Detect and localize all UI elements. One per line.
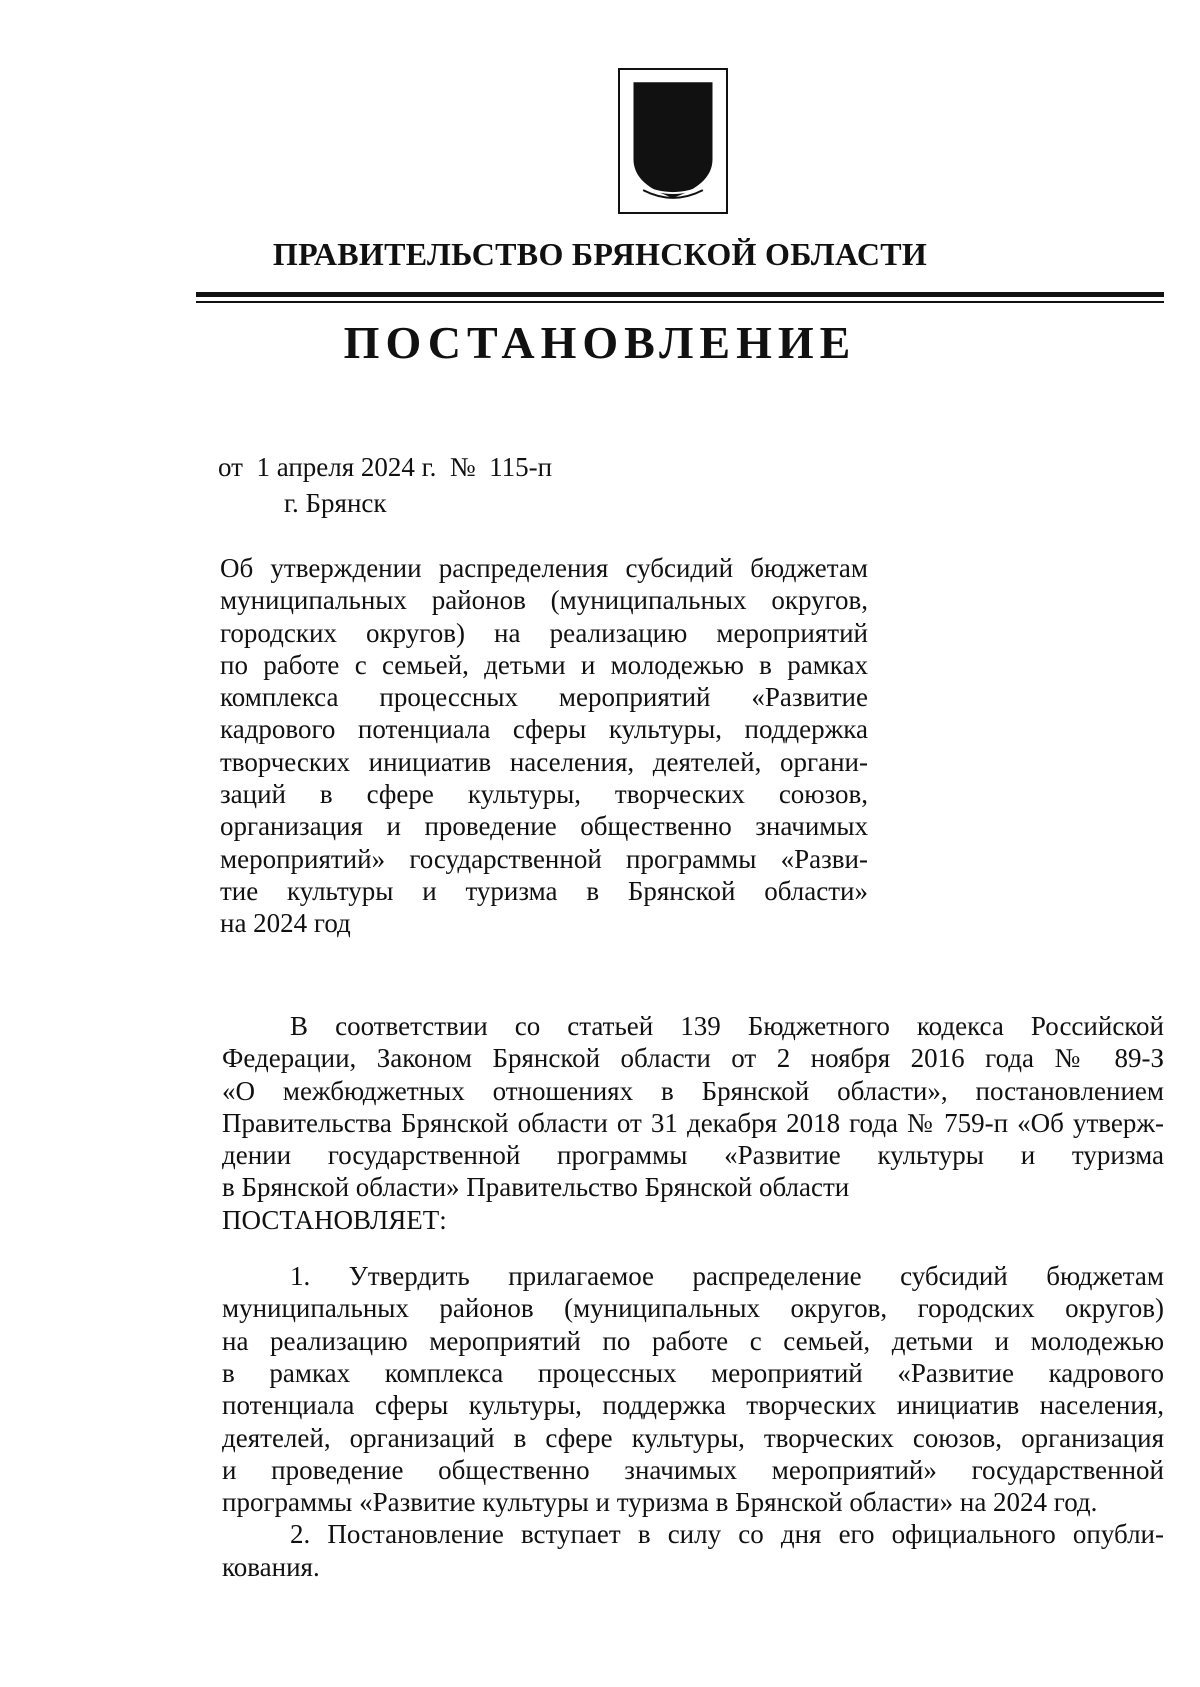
subject-line: городских округов) на реализацию мероприятий <box>220 617 868 648</box>
item-1-paragraph <box>222 1260 1164 1518</box>
subject-line: по работе с семьей, детьми и молодежью в рамках <box>220 649 868 680</box>
preamble-paragraph <box>222 1010 1164 1236</box>
preamble-line: дении государственной программы «Развитие культуры и туризма <box>222 1140 1164 1171</box>
preamble-line: В соответствии со статьей 139 Бюджетного кодекса Российской <box>290 1011 1164 1041</box>
subject-line: Об утверждении распределения субсидий бюджетам <box>220 553 868 583</box>
preamble-line: в Брянской области» Правительство Брянской области <box>222 1172 850 1203</box>
header-rule-thick <box>196 292 1164 297</box>
document-date-number: от 1 апреля 2024 г. № 115-п <box>218 452 553 482</box>
preamble-line: Правительства Брянской области от 31 декабря 2018 года № 759-п «Об утверж- <box>222 1107 1164 1138</box>
organization-title: ПРАВИТЕЛЬСТВО БРЯНСКОЙ ОБЛАСТИ <box>272 236 928 272</box>
preamble-line: «О межбюджетных отношениях в Брянской области», постановлением <box>222 1075 1164 1106</box>
subject-line: организация и проведение общественно значимых <box>220 811 868 842</box>
item-1-line: 1. Утвердить прилагаемое распределение субсидий бюджетам <box>290 1261 1164 1292</box>
preamble-line: Федерации, Законом Брянской области от 2 ноября 2016 года № 89-З <box>222 1043 1164 1074</box>
document-body <box>222 1010 1164 1583</box>
item-2-line: 2. Постановление вступает в силу со дня его официального опубли- <box>290 1519 1164 1550</box>
document-subject <box>220 552 868 940</box>
subject-line: творческих инициатив населения, деятелей, органи- <box>220 746 868 777</box>
coat-of-arms-icon <box>618 68 728 214</box>
item-2-line: кования. <box>222 1551 320 1582</box>
item-1-line: на реализацию мероприятий по работе с семьей, детьми и молодежью <box>222 1325 1164 1356</box>
item-1-line: программы «Развитие культуры и туризма в Брянской области» на 2024 год. <box>222 1487 1098 1518</box>
subject-line: на 2024 год <box>220 908 351 939</box>
item-1-line: деятелей, организаций в сфере культуры, творческих союзов, организация <box>222 1422 1164 1453</box>
item-1-line: потенциала сферы культуры, поддержка творческих инициатив населения, <box>222 1390 1164 1421</box>
resolves-keyword: ПОСТАНОВЛЯЕТ: <box>222 1204 447 1235</box>
document-city: г. Брянск <box>284 488 387 518</box>
paragraph-gap <box>222 1236 1164 1260</box>
document-type-title: ПОСТАНОВЛЕНИЕ <box>343 317 857 368</box>
subject-line: мероприятий» государственной программы «Разви- <box>220 843 868 874</box>
subject-line: муниципальных районов (муниципальных округов, <box>220 585 868 616</box>
subject-line: заций в сфере культуры, творческих союзов, <box>220 779 868 810</box>
subject-line: кадрового потенциала сферы культуры, поддержка <box>220 714 868 745</box>
subject-line: тие культуры и туризма в Брянской области» <box>220 875 868 906</box>
item-1-line: муниципальных районов (муниципальных округов, городских округов) <box>222 1293 1164 1324</box>
header-rule-thin <box>196 301 1164 303</box>
item-1-line: и проведение общественно значимых мероприятий» государственной <box>222 1454 1164 1485</box>
subject-line: комплекса процессных мероприятий «Развитие <box>220 682 868 713</box>
item-2-paragraph <box>222 1518 1164 1583</box>
item-1-line: в рамках комплекса процессных мероприятий «Развитие кадрового <box>222 1357 1164 1388</box>
